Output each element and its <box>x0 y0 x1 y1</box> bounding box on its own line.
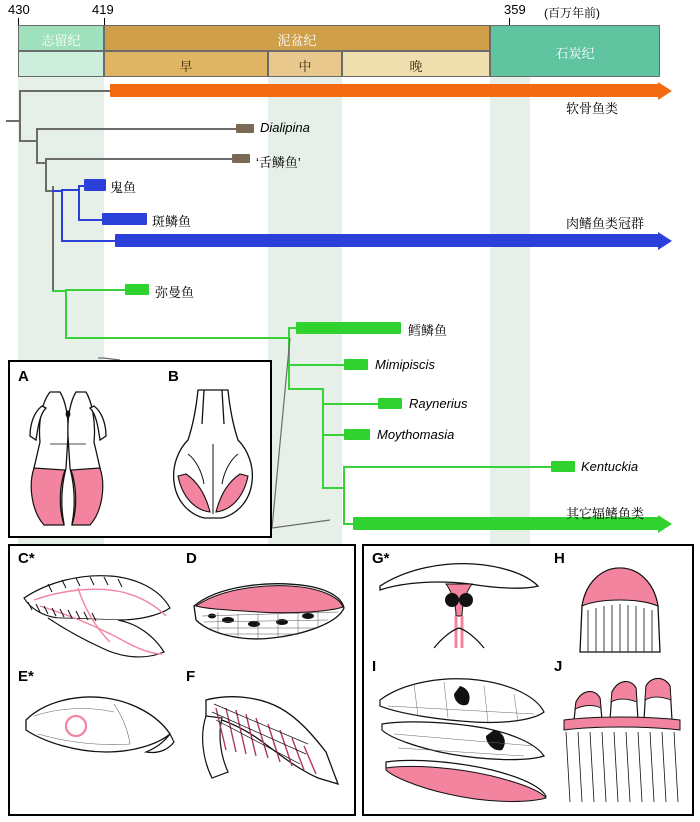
tree-node4-vert <box>52 186 54 292</box>
tree-blue-branch1 <box>61 189 79 191</box>
tree-branch-ligulalepis <box>45 158 232 160</box>
bar-moythomasia <box>344 429 370 440</box>
bar-psarolepis <box>102 213 147 225</box>
panel-a-illustration <box>20 384 150 534</box>
tree-blue-branch-psarolepis <box>78 219 104 221</box>
taxon-label-ligulalepis: ‘舌鳞鱼’ <box>256 155 301 170</box>
bar-guiyu <box>84 179 106 191</box>
epoch-late-devonian <box>342 51 490 77</box>
panel-label-c: C* <box>18 550 35 567</box>
tree-root-vert <box>19 90 21 142</box>
tree-node2-vert <box>36 128 38 164</box>
tree-green-branch-kentuckia <box>343 466 553 468</box>
tree-branch-node2 <box>19 140 37 142</box>
panel-group-ab <box>8 360 272 538</box>
taxon-label-sarcopterygii-crown: 肉鳍鱼类冠群 <box>566 216 645 231</box>
bar-raynerius <box>378 398 402 409</box>
panel-f-illustration <box>188 686 348 801</box>
bar-mimipiscis <box>344 359 368 370</box>
scale-unit-label: (百万年前) <box>544 6 600 20</box>
tree-blue-vert1 <box>61 189 63 242</box>
taxon-label-guiyu: 鬼鱼 <box>110 180 137 195</box>
taxon-label-moythomasia: Moythomasia <box>377 427 455 442</box>
panel-label-j: J <box>554 658 563 675</box>
period-silurian <box>18 25 104 51</box>
tree-blue-vert2 <box>78 185 80 221</box>
panel-label-e: E* <box>18 668 34 685</box>
tree-blue-branch-crown <box>61 240 117 242</box>
period-devonian <box>104 25 490 51</box>
taxon-label-chondrichthyes: 软骨鱼类 <box>566 101 619 116</box>
panel-e-illustration <box>18 686 178 796</box>
tree-branch-chondrichthyes <box>19 90 111 92</box>
bar-meemannia <box>125 284 149 295</box>
epoch-late-label: 晚 <box>409 59 423 74</box>
epoch-middle-devonian <box>268 51 342 77</box>
period-carboniferous-label: 石炭纪 <box>555 46 595 61</box>
taxon-label-other-actinopterygians: 其它辐鳍鱼类 <box>566 506 645 521</box>
epoch-early-devonian <box>104 51 268 77</box>
taxon-label-kentuckia: Kentuckia <box>581 459 639 474</box>
tree-green-stem <box>52 290 66 292</box>
bar-kentuckia <box>551 461 575 472</box>
epoch-early-label: 早 <box>179 59 193 74</box>
tree-root-stem <box>6 120 20 122</box>
tick-359 <box>509 18 510 25</box>
tree-green-vert4 <box>343 466 345 524</box>
panel-g-illustration <box>374 560 544 655</box>
panel-j-illustration <box>560 672 685 807</box>
panel-label-a: A <box>18 368 29 385</box>
panel-label-i: I <box>372 658 377 675</box>
panel-c-illustration <box>18 564 178 664</box>
panel-label-f: F <box>186 668 196 685</box>
tree-node3-vert <box>45 158 47 192</box>
scale-mark-359: 359 <box>504 2 526 17</box>
epoch-silurian-blank <box>18 51 104 77</box>
period-carboniferous <box>490 25 660 77</box>
epoch-middle-label: 中 <box>298 59 312 74</box>
period-silurian-label: 志留纪 <box>41 33 81 48</box>
panel-h-illustration <box>560 562 680 657</box>
taxon-label-meemannia: 弥曼鱼 <box>155 285 195 300</box>
panel-label-h: H <box>554 550 565 567</box>
scale-mark-419: 419 <box>92 2 114 17</box>
panel-d-illustration <box>188 572 348 662</box>
bar-sarcopterygii-crown <box>115 234 660 247</box>
arrow-chondrichthyes <box>658 82 672 100</box>
panel-label-b: B <box>168 368 179 385</box>
tick-419 <box>104 18 105 25</box>
arrow-other-actinopterygians <box>658 515 672 533</box>
panel-i-illustration <box>374 672 549 807</box>
bar-chondrichthyes <box>110 84 660 97</box>
taxon-label-mimipiscis: Mimipiscis <box>375 357 435 372</box>
panel-label-d: D <box>186 550 197 567</box>
taxon-label-raynerius: Raynerius <box>409 396 468 411</box>
panel-label-g: G* <box>372 550 390 567</box>
bar-dialipina <box>236 124 254 133</box>
panel-b-illustration <box>158 384 268 534</box>
period-devonian-label: 泥盆纪 <box>277 33 317 48</box>
taxon-label-cheirolepis: 鳕鳞鱼 <box>408 323 448 338</box>
panel-group-ghij <box>362 544 694 816</box>
scale-mark-430: 430 <box>8 2 30 17</box>
panel-group-cdef <box>8 544 356 816</box>
bar-ligulalepis <box>232 154 250 163</box>
tree-green-branch-meemannia <box>65 289 127 291</box>
tick-430 <box>18 18 19 25</box>
taxon-label-psarolepis: 斑鳞鱼 <box>152 214 192 229</box>
arrow-sarcopterygii <box>658 232 672 250</box>
taxon-label-dialipina: Dialipina <box>260 120 310 135</box>
tree-branch-dialipina <box>36 128 236 130</box>
